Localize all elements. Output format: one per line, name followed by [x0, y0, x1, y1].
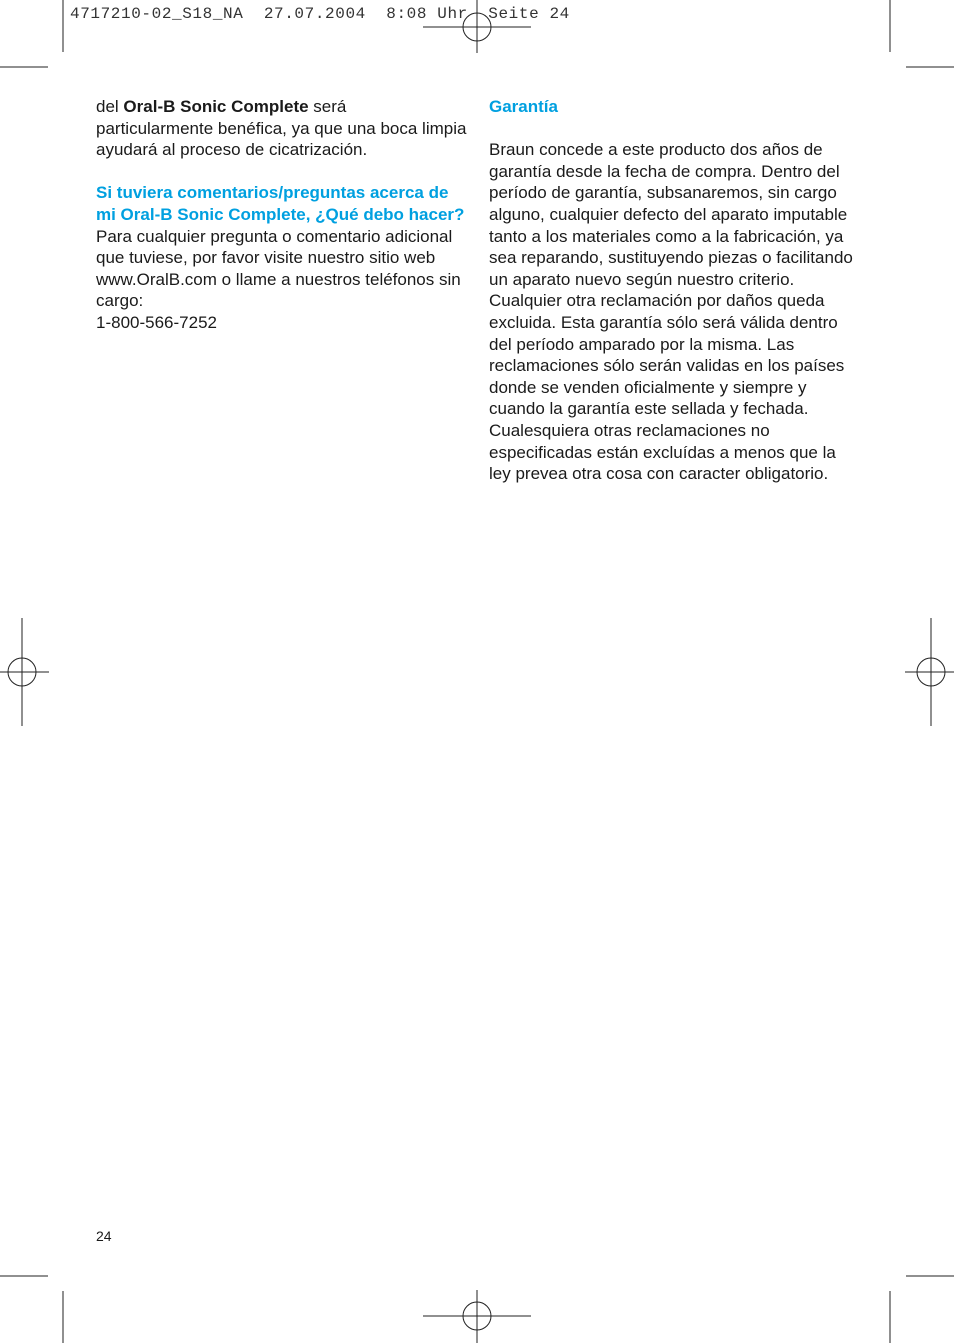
print-slug: 4717210-02_S18_NA 27.07.2004 8:08 Uhr Seite 24: [70, 5, 570, 23]
faq-body: Para cualquier pregunta o comentario adicional que tuviese, por favor visite nuestro sitio web www.OralB.com o llame a nuestros teléfonos sin cargo:: [96, 226, 461, 311]
left-column: [96, 96, 468, 334]
warranty-body: Braun concede a este producto dos años de garantía desde la fecha de compra. Dentro del período de garantía, subsanaremos, sin cargo alguno, cualquier defecto del aparato imputable tanto a los materiales como a la fabricación, ya sea reparando, sustituyendo piezas o facilitando un aparato nuevo según nuestro criterio. Cualquier otra reclamación por daños queda excluida. Esta garantía sólo será válida dentro del período amparado por la misma. Las reclamaciones sólo serán validas en los países donde se venden oficialmente y siempre y cuando la garantía este sellada y fechada. Cualesquiera otras reclamaciones no especificadas están excluídas a menos que la ley prevea otra cosa con caracter obligatorio.: [489, 140, 853, 484]
registration-mark-top: [423, 0, 531, 53]
registration-mark-left: [0, 618, 49, 726]
intro-paragraph: del Oral-B Sonic Complete será particularmente benéfica, ya que una boca limpia ayudará al proceso de cicatrización.: [96, 97, 467, 160]
phone-number: 1-800-566-7252: [96, 312, 217, 332]
registration-mark-bottom: [423, 1290, 531, 1343]
registration-mark-right: [905, 618, 954, 726]
product-name: Oral-B Sonic Complete: [123, 97, 309, 116]
faq-heading: Si tuviera comentarios/preguntas acerca de mi Oral-B Sonic Complete, ¿Qué debo hacer?: [96, 183, 465, 224]
right-column: [489, 96, 861, 485]
warranty-heading: Garantía: [489, 97, 558, 116]
page-number: 24: [96, 1228, 112, 1244]
